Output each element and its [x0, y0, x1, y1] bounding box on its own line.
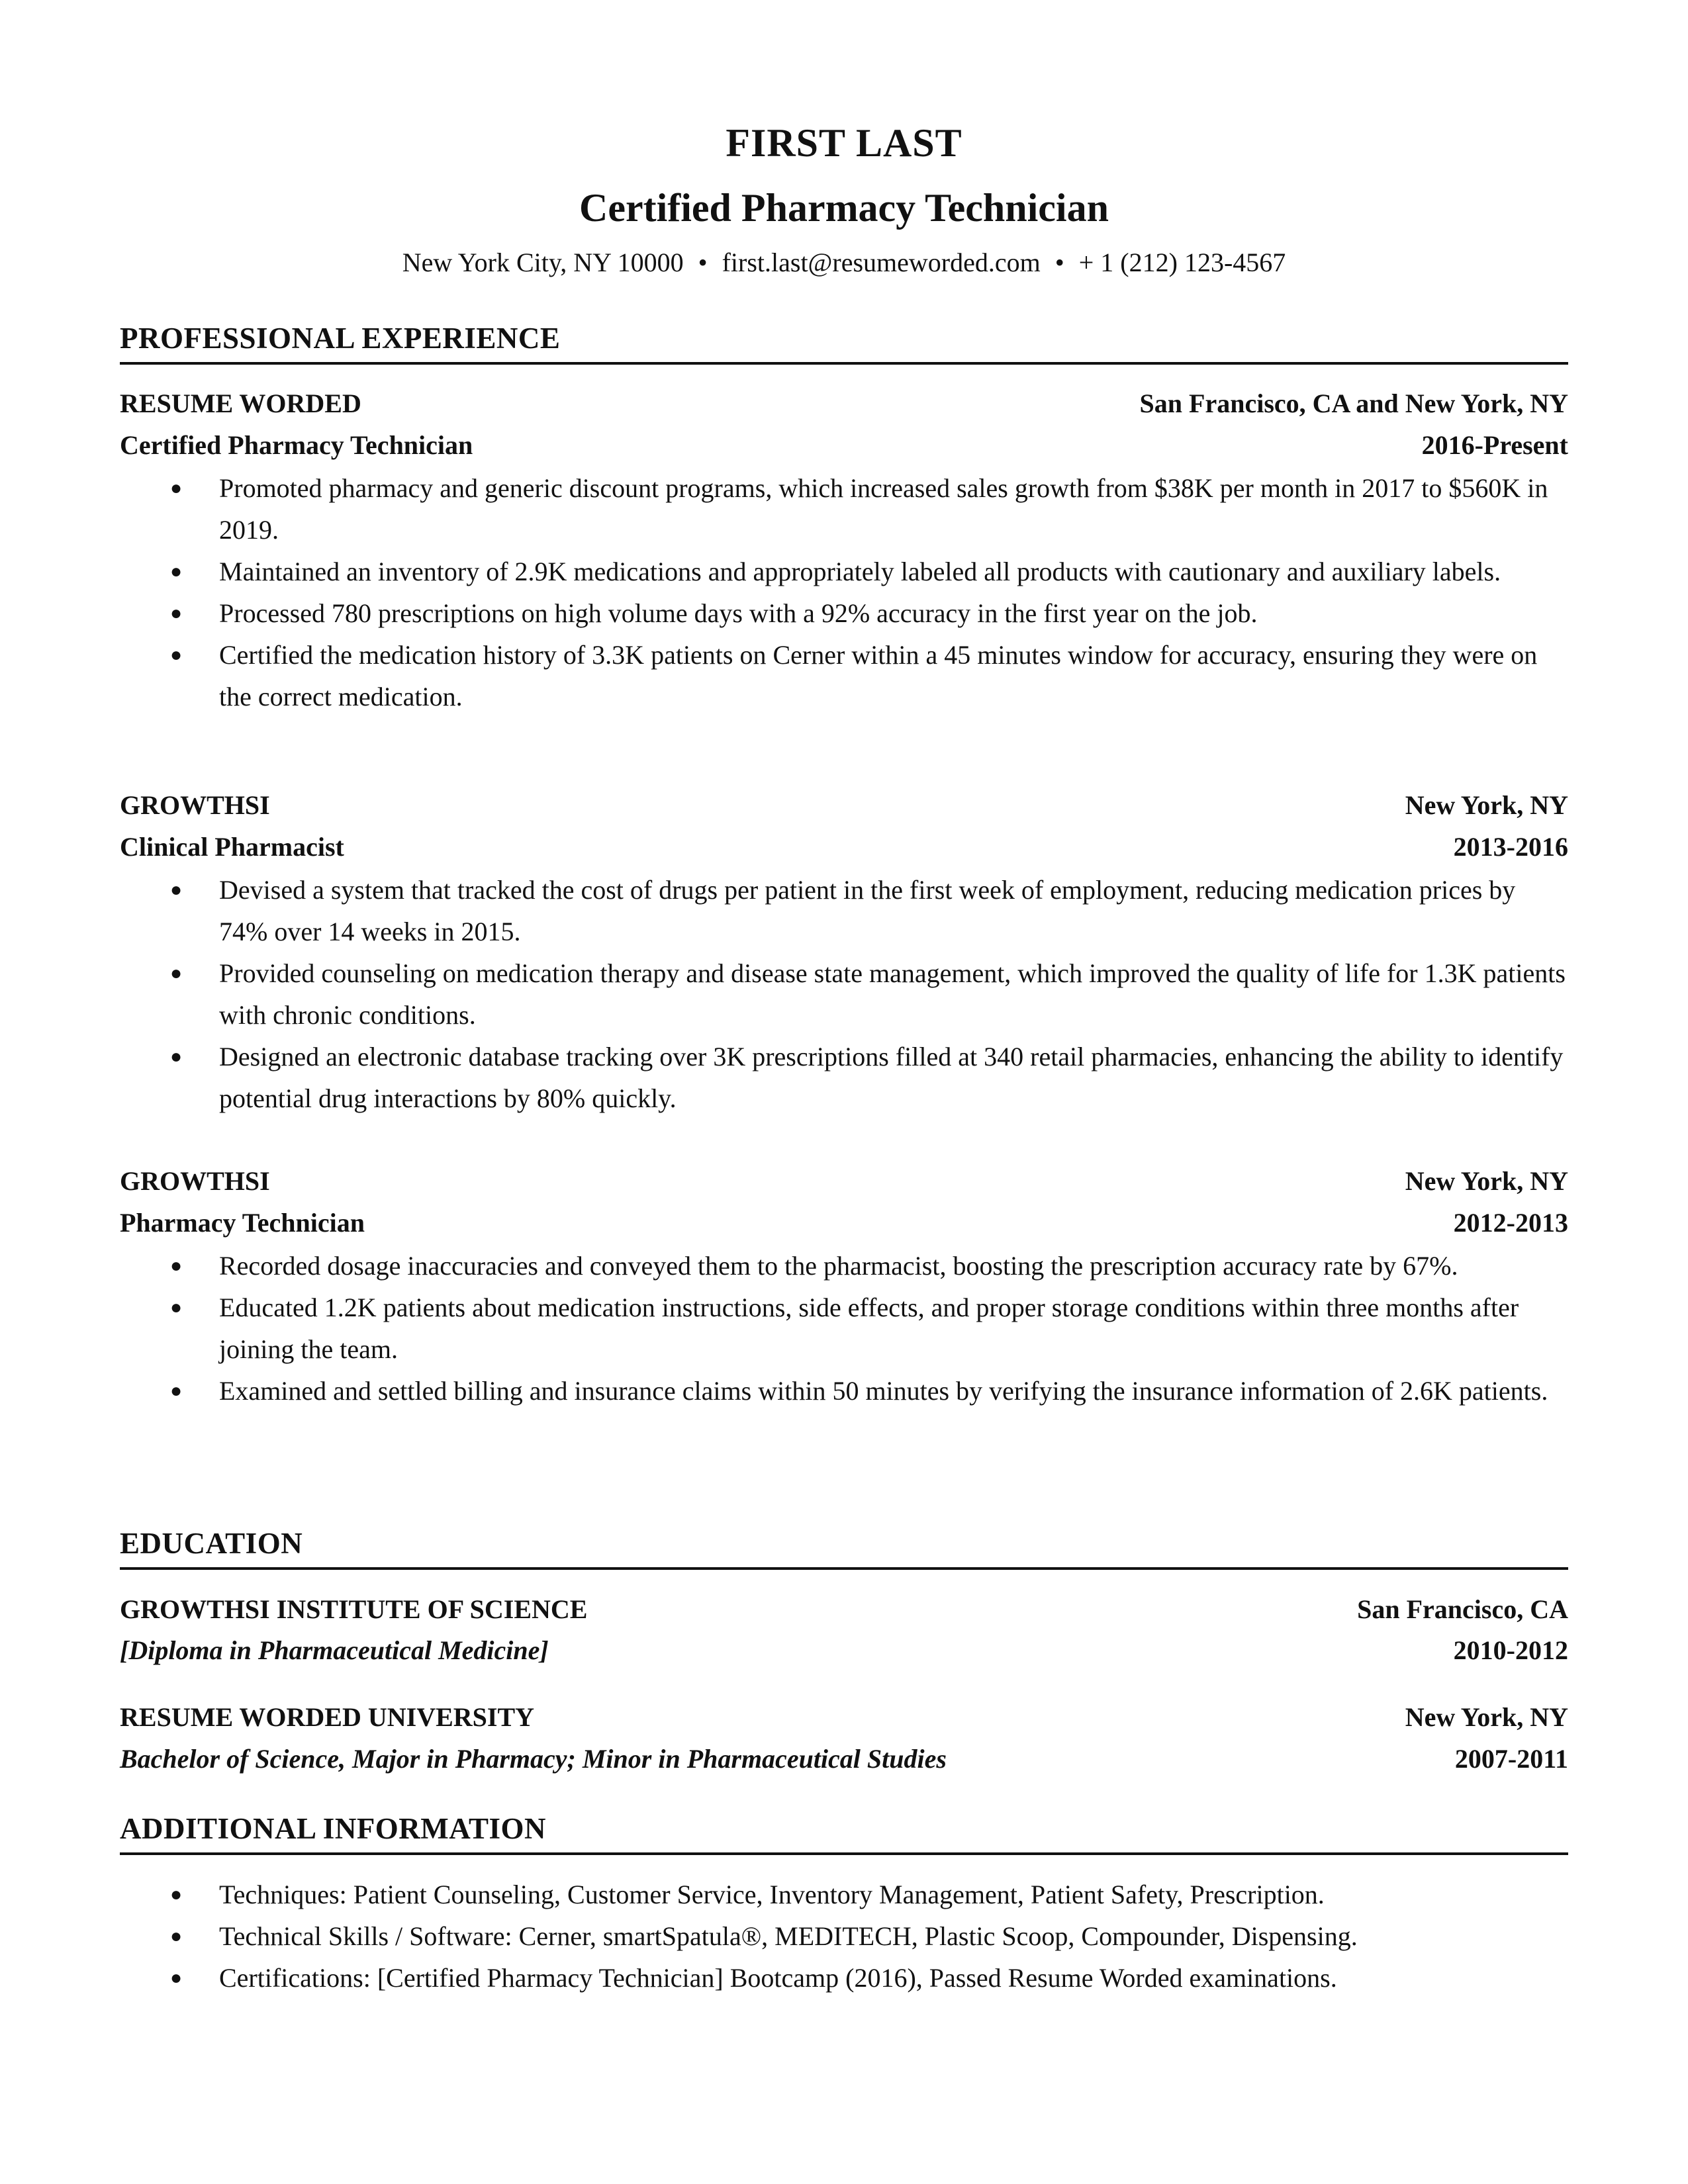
contact-email[interactable]: first.last@resumeworded.com [722, 248, 1041, 277]
job-bullets [120, 1245, 1568, 1412]
job-bullets [120, 467, 1568, 717]
job-location: San Francisco, CA and New York, NY [1139, 388, 1568, 418]
school-header [120, 1702, 1568, 1736]
section-heading-additional: ADDITIONAL INFORMATION [120, 1812, 546, 1845]
job-header [120, 1165, 1568, 1200]
section-divider [120, 362, 1568, 365]
school-name: GROWTHSI INSTITUTE OF SCIENCE [120, 1594, 588, 1624]
job-header [120, 790, 1568, 824]
section-divider [120, 1852, 1568, 1855]
bullet-text: Processed 780 prescriptions on high volume days with a 92% accuracy in the first year on the job. [219, 598, 1258, 628]
job-location: New York, NY [1405, 790, 1568, 820]
contact-location: New York City, NY 10000 [402, 248, 684, 277]
bullet-icon: ● [170, 1884, 183, 1905]
list-item [120, 1287, 1568, 1370]
list-item [120, 467, 1568, 551]
bullet-text: Certified the medication history of 3.3K patients on Cerner within a 45 minutes window for accuracy, ensuring they were on the correct medication. [219, 640, 1538, 711]
bullet-icon: ● [170, 477, 183, 499]
bullet-text: Provided counseling on medication therapy and disease state management, which improved the quality of life for 1.3K patients with chronic conditions. [219, 958, 1566, 1030]
school-degree-row [120, 1743, 1568, 1778]
list-item [120, 592, 1568, 634]
bullet-text: Promoted pharmacy and generic discount programs, which increased sales growth from $38K per month in 2017 to $560K in 2019. [219, 473, 1548, 545]
bullet-text: Devised a system that tracked the cost of drugs per patient in the first week of employment, reducing medication prices by 74% over 14 weeks in 2015. [219, 875, 1516, 946]
bullet-text: Certifications: [Certified Pharmacy Technician] Bootcamp (2016), Passed Resume Worded examinations. [219, 1963, 1337, 1993]
bullet-icon: ● [170, 1967, 183, 1989]
job-header [120, 388, 1568, 422]
job-dates: 2013-2016 [1453, 832, 1568, 862]
contact-phone: + 1 (212) 123-4567 [1078, 248, 1286, 277]
list-item [120, 952, 1568, 1036]
contact-separator: • [1055, 248, 1064, 277]
bullet-icon: ● [170, 879, 183, 901]
list-item [120, 1957, 1568, 1999]
section-heading-experience: PROFESSIONAL EXPERIENCE [120, 322, 561, 355]
bullet-text: Recorded dosage inaccuracies and conveyed them to the pharmacist, boosting the prescription accuracy rate by 67%. [219, 1251, 1458, 1281]
bullet-icon: ● [170, 1255, 183, 1277]
job-bullets [120, 869, 1568, 1119]
bullet-text: Educated 1.2K patients about medication instructions, side effects, and proper storage conditions within three months after joining the team. [219, 1293, 1519, 1364]
candidate-title: Certified Pharmacy Technician [579, 186, 1109, 230]
job-location: New York, NY [1405, 1166, 1568, 1196]
bullet-icon: ● [170, 1380, 183, 1402]
school-location: New York, NY [1405, 1702, 1568, 1732]
school-header [120, 1594, 1568, 1628]
job-company: GROWTHSI [120, 790, 270, 820]
section-heading-education: EDUCATION [120, 1527, 303, 1560]
bullet-text: Examined and settled billing and insurance claims within 50 minutes by verifying the insurance information of 2.6K patients. [219, 1376, 1548, 1406]
school-name: RESUME WORDED UNIVERSITY [120, 1702, 535, 1732]
school-dates: 2007-2011 [1454, 1744, 1568, 1774]
job-role-row [120, 831, 1568, 866]
bullet-icon: ● [170, 962, 183, 984]
list-item [120, 869, 1568, 952]
list-item [120, 1874, 1568, 1915]
job-company: GROWTHSI [120, 1166, 270, 1196]
bullet-text: Techniques: Patient Counseling, Customer Service, Inventory Management, Patient Safety, Prescription. [219, 1880, 1325, 1909]
section-divider [120, 1567, 1568, 1570]
list-item [120, 551, 1568, 592]
list-item [120, 1915, 1568, 1957]
candidate-name: FIRST LAST [726, 121, 962, 165]
list-item [120, 1370, 1568, 1412]
bullet-icon: ● [170, 561, 183, 582]
job-role-row [120, 430, 1568, 464]
bullet-text: Maintained an inventory of 2.9K medications and appropriately labeled all products with cautionary and auxiliary labels. [219, 557, 1501, 586]
contact-separator: • [698, 248, 708, 277]
bullet-icon: ● [170, 602, 183, 624]
job-role: Clinical Pharmacist [120, 832, 344, 862]
bullet-text: Technical Skills / Software: Cerner, smartSpatula®, MEDITECH, Plastic Scoop, Compounder, Dispensing. [219, 1921, 1358, 1951]
school-location: San Francisco, CA [1357, 1594, 1568, 1624]
list-item [120, 634, 1568, 717]
bullet-icon: ● [170, 1046, 183, 1068]
bullet-icon: ● [170, 644, 183, 666]
bullet-icon: ● [170, 1297, 183, 1318]
job-company: RESUME WORDED [120, 388, 361, 418]
job-role: Pharmacy Technician [120, 1208, 365, 1238]
list-item [120, 1245, 1568, 1287]
bullet-icon: ● [170, 1925, 183, 1947]
school-degree-row [120, 1635, 1568, 1669]
job-dates: 2012-2013 [1453, 1208, 1568, 1238]
school-degree: Bachelor of Science, Major in Pharmacy; Minor in Pharmaceutical Studies [120, 1744, 947, 1774]
additional-bullets [120, 1874, 1568, 1999]
school-dates: 2010-2012 [1453, 1635, 1568, 1665]
list-item [120, 1036, 1568, 1119]
contact-line [120, 247, 1568, 278]
job-role-row [120, 1207, 1568, 1242]
bullet-text: Designed an electronic database tracking over 3K prescriptions filled at 340 retail pharmacies, enhancing the ability to identify potential drug interactions by 80% quickly. [219, 1042, 1564, 1113]
job-dates: 2016-Present [1421, 430, 1568, 460]
job-role: Certified Pharmacy Technician [120, 430, 473, 460]
school-degree: [Diploma in Pharmaceutical Medicine] [120, 1635, 549, 1665]
